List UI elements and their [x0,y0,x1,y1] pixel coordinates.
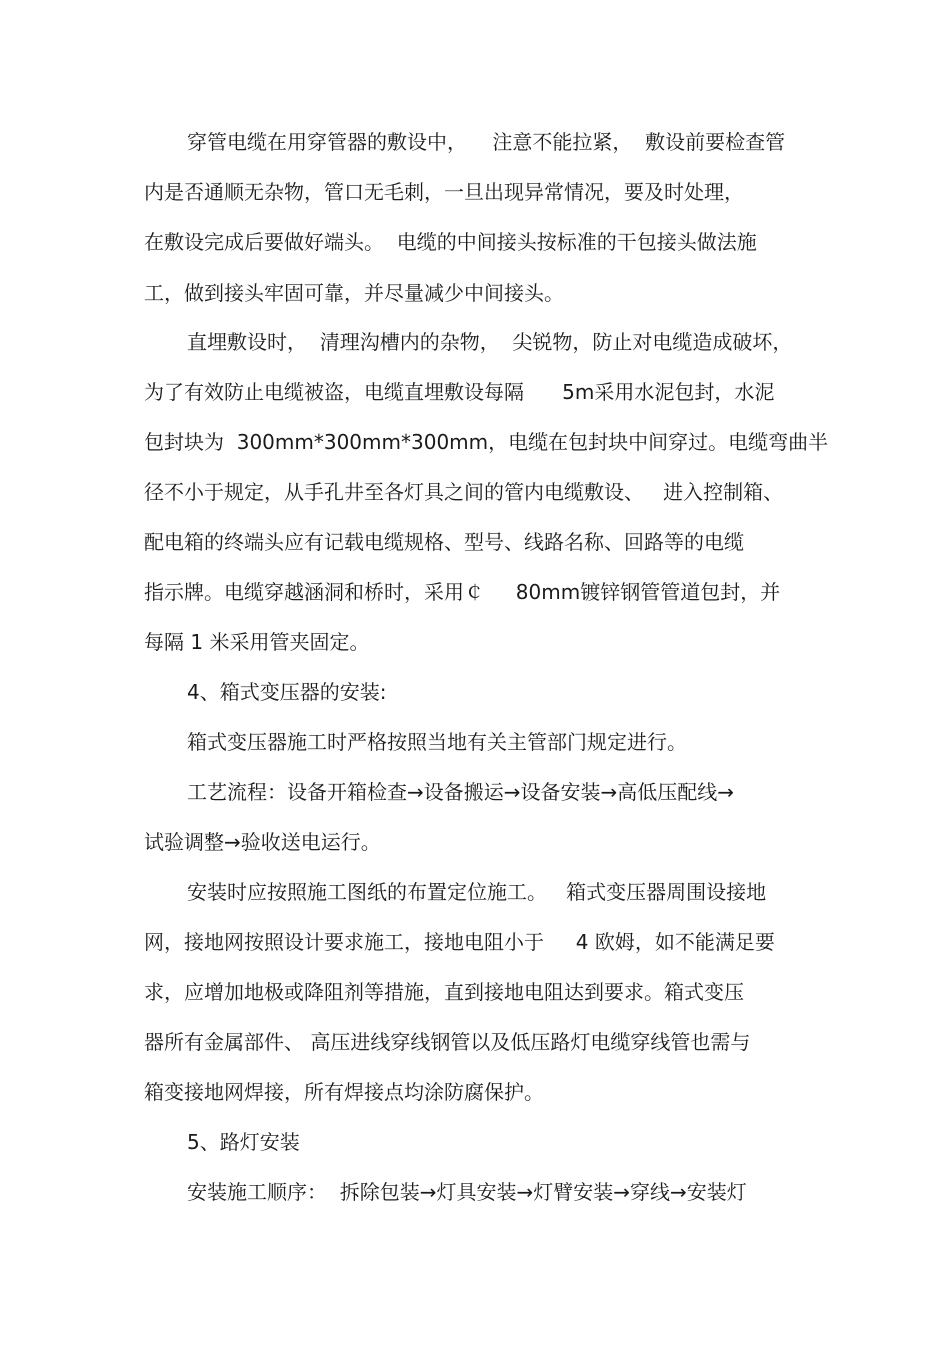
text-line: 箱式变压器施工时严格按照当地有关主管部门规定进行。 [187,730,687,754]
text-line: 直埋敷设时， 清理沟槽内的杂物， 尖锐物，防止对电缆造成破坏， [187,330,793,354]
text-line: 配电箱的终端头应有记载电缆规格、型号、线路名称、回路等的电缆 [144,530,744,554]
text-line: 器所有金属部件、 高压进线穿线钢管以及低压路灯电缆穿线管也需与 [144,1030,751,1054]
text-line: 网，接地网按照设计要求施工，接地电阻小于 4 欧姆，如不能满足要 [144,930,775,954]
section-heading: 4、箱式变压器的安装: [187,680,387,704]
section-heading: 5、路灯安装 [187,1130,300,1154]
text-line: 指示牌。电缆穿越涵洞和桥时，采用￠ 80mm镀锌钢管管道包封，并 [144,580,781,604]
text-line: 每隔 1 米采用管夹固定。 [144,630,370,654]
text-line: 内是否通顺无杂物，管口无毛刺，一旦出现异常情况，要及时处理， [144,180,744,204]
text-line: 为了有效防止电缆被盗，电缆直埋敷设每隔 5m采用水泥包封，水泥 [144,380,775,404]
text-line: 包封块为 300mm*300mm*300mm，电缆在包封块中间穿过。电缆弯曲半 [144,430,829,454]
text-line: 箱变接地网焊接，所有焊接点均涂防腐保护。 [144,1080,544,1104]
text-line: 安装时应按照施工图纸的布置定位施工。 箱式变压器周围设接地 [187,880,767,904]
text-line: 工艺流程：设备开箱检查→设备搬运→设备安装→高低压配线→ [187,780,735,804]
text-line: 径不小于规定，从手孔井至各灯具之间的管内电缆敷设、 进入控制箱、 [144,480,784,504]
text-line: 试验调整→验收送电运行。 [144,830,381,854]
text-line: 求，应增加地极或降阻剂等措施，直到接地电阻达到要求。箱式变压 [144,980,744,1004]
text-line: 安装施工顺序： 拆除包装→灯具安装→灯臂安装→穿线→安装灯 [187,1180,747,1204]
text-line: 穿管电缆在用穿管器的敷设中， 注意不能拉紧， 敷设前要检查管 [187,130,786,154]
text-line: 工，做到接头牢固可靠，并尽量减少中间接头。 [144,281,564,305]
text-line: 在敷设完成后要做好端头。 电缆的中间接头按标准的干包接头做法施 [144,230,757,254]
